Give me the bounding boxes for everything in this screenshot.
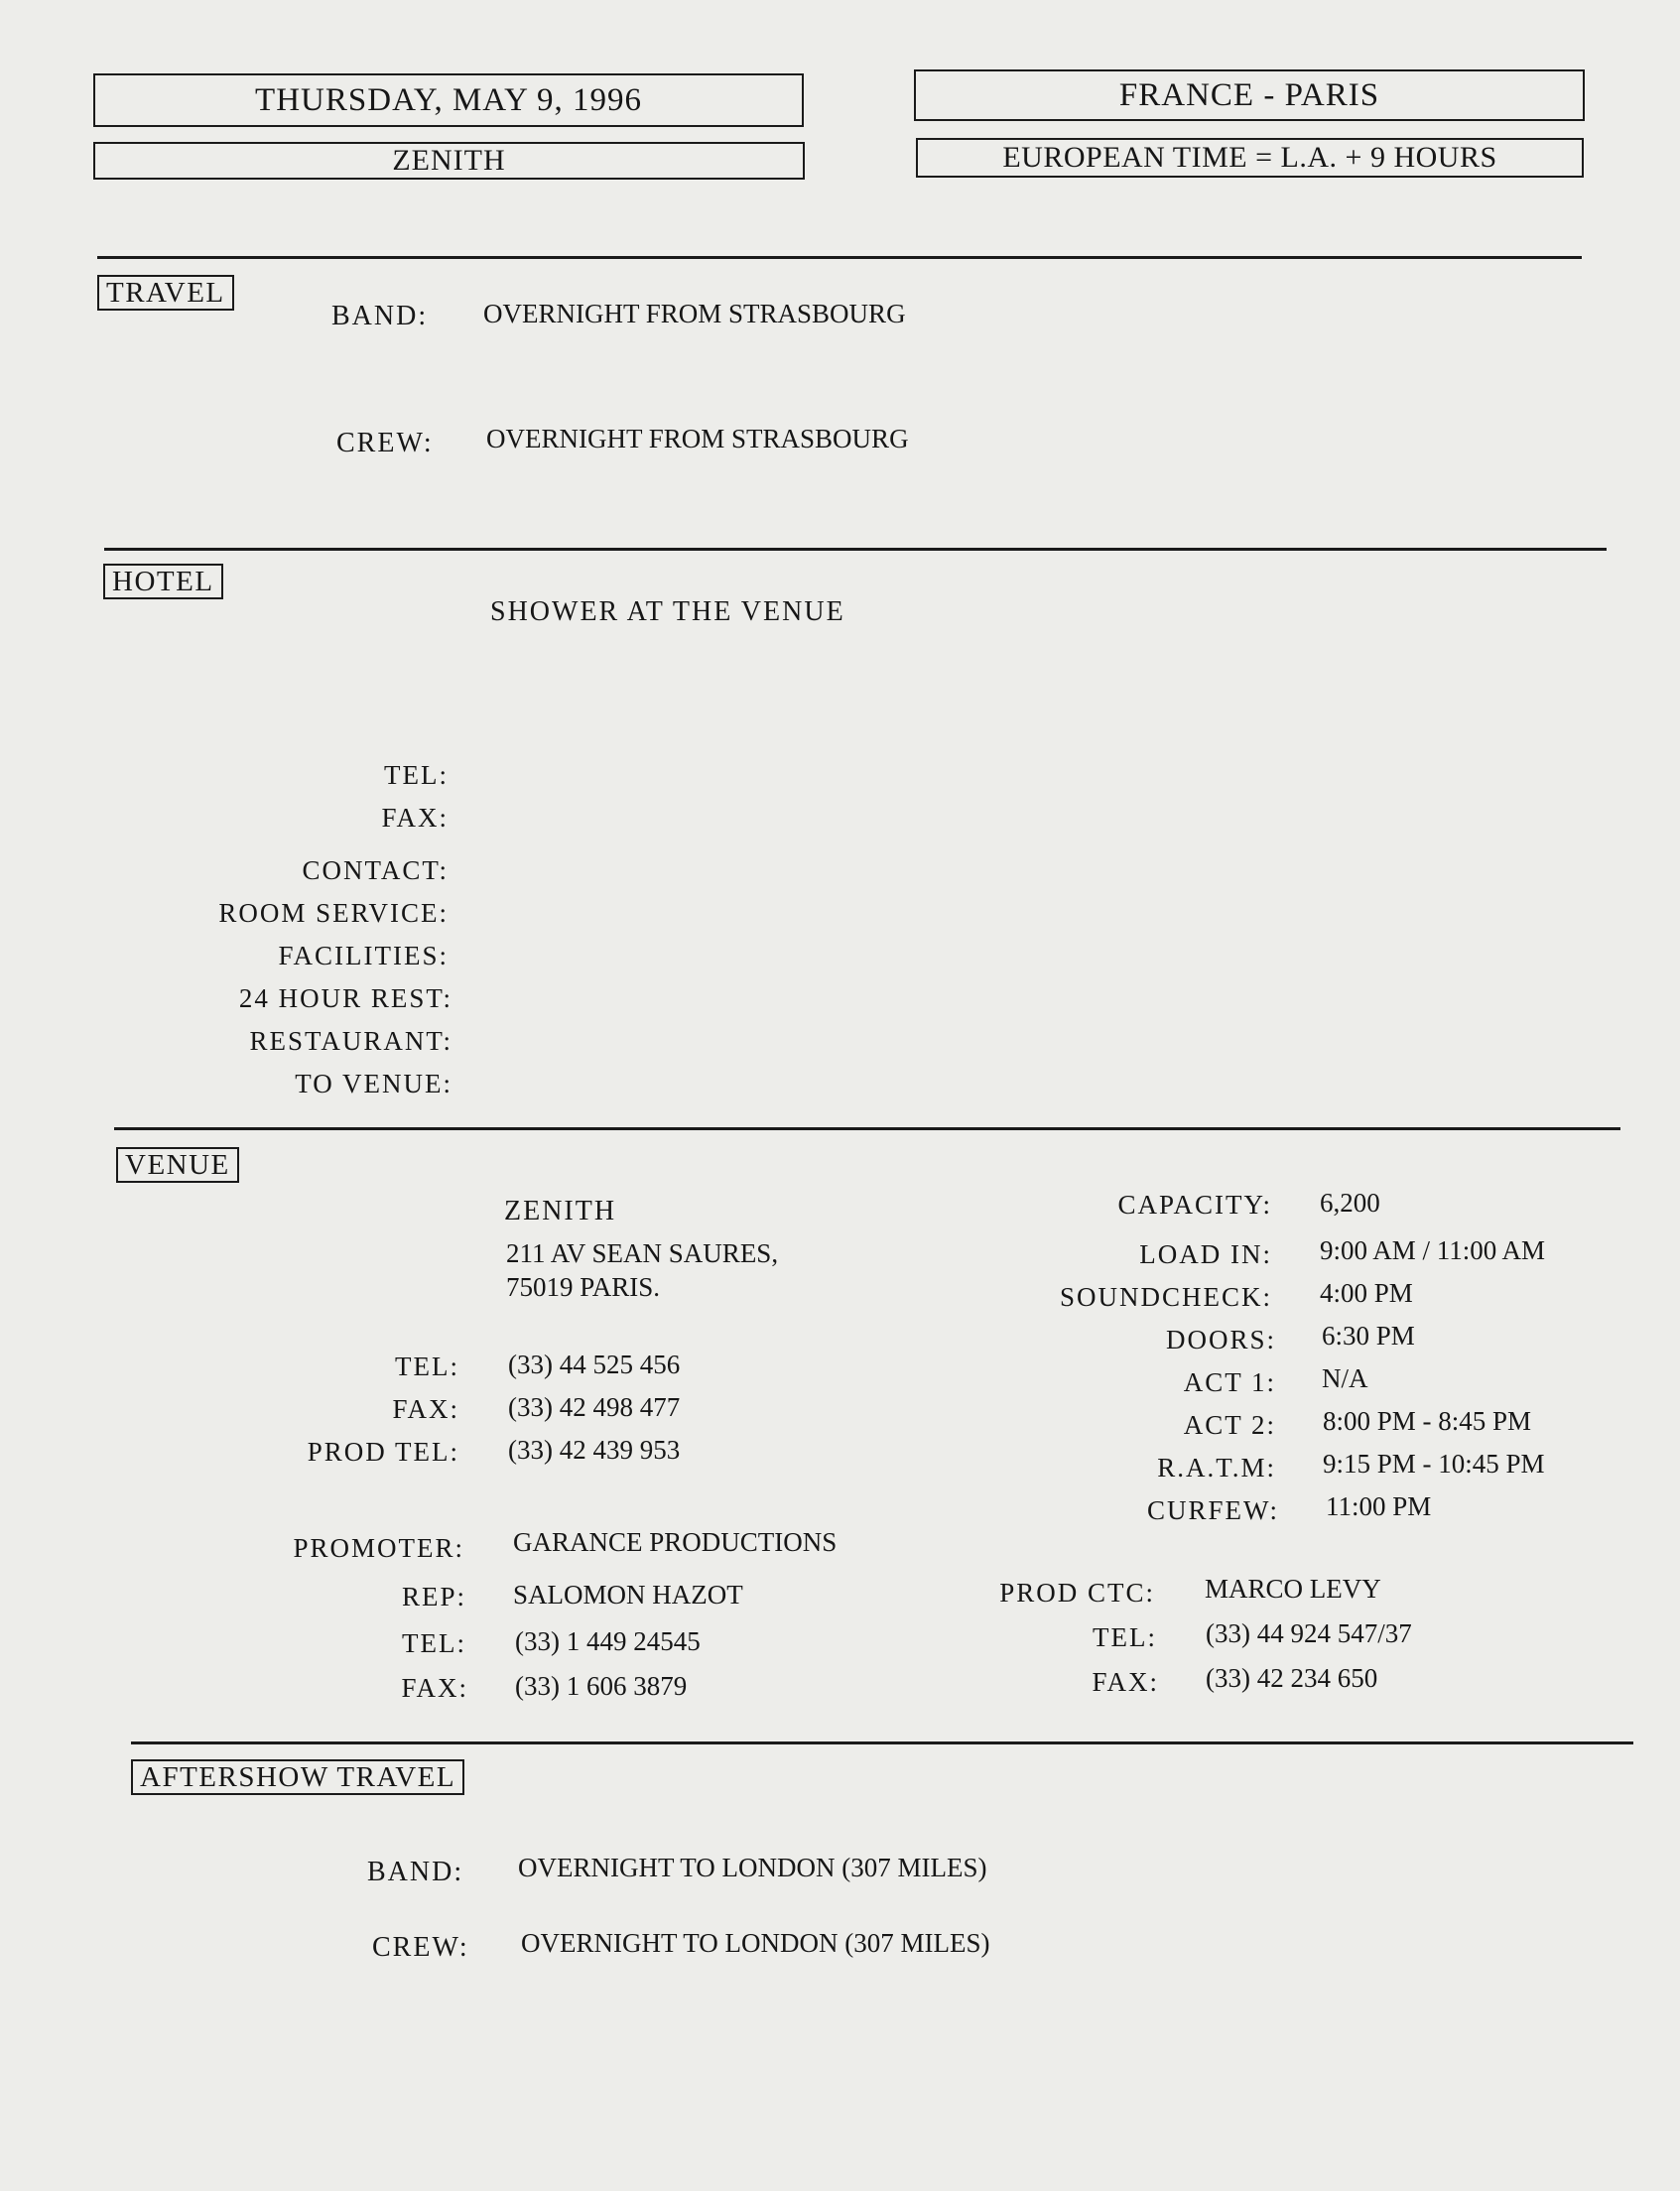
promoter-tel-value: (33) 1 449 24545 bbox=[515, 1626, 701, 1656]
promoter-value: GARANCE PRODUCTIONS bbox=[513, 1527, 838, 1557]
travel-divider bbox=[97, 256, 1582, 259]
promoter-fax-value: (33) 1 606 3879 bbox=[515, 1671, 688, 1701]
ratm-label: R.A.T.M: bbox=[1157, 1453, 1276, 1482]
promoter-rep-value: SALOMON HAZOT bbox=[513, 1580, 743, 1610]
load-in-label: LOAD IN: bbox=[1139, 1239, 1272, 1269]
curfew-value: 11:00 PM bbox=[1326, 1491, 1432, 1521]
venue-divider bbox=[114, 1127, 1620, 1130]
hotel-room-service-label: ROOM SERVICE: bbox=[218, 898, 449, 928]
load-in-value: 9:00 AM / 11:00 AM bbox=[1320, 1235, 1546, 1265]
prod-tel-label: TEL: bbox=[1093, 1622, 1157, 1652]
promoter-tel-label: TEL: bbox=[402, 1628, 466, 1658]
prod-ctc-value: MARCO LEVY bbox=[1205, 1574, 1381, 1604]
timezone-text: EUROPEAN TIME = L.A. + 9 HOURS bbox=[1002, 141, 1497, 174]
venue-fax-label: FAX: bbox=[392, 1394, 459, 1424]
hotel-tel-label: TEL: bbox=[384, 760, 449, 790]
venue-prod-tel-label: PROD TEL: bbox=[307, 1437, 459, 1467]
doors-label: DOORS: bbox=[1165, 1325, 1276, 1354]
act1-label: ACT 1: bbox=[1183, 1367, 1276, 1397]
prod-tel-value: (33) 44 924 547/37 bbox=[1206, 1618, 1412, 1648]
travel-band-value: OVERNIGHT FROM STRASBOURG bbox=[483, 299, 906, 328]
hotel-note: SHOWER AT THE VENUE bbox=[490, 596, 845, 627]
travel-band-label: BAND: bbox=[331, 301, 429, 331]
venue-name: ZENITH bbox=[504, 1196, 617, 1226]
aftershow-crew-label: CREW: bbox=[372, 1932, 469, 1963]
hotel-divider bbox=[104, 548, 1607, 551]
aftershow-divider bbox=[131, 1741, 1633, 1744]
capacity-value: 6,200 bbox=[1320, 1188, 1380, 1218]
venue-section-title: VENUE bbox=[116, 1147, 239, 1183]
aftershow-crew-value: OVERNIGHT TO LONDON (307 MILES) bbox=[521, 1928, 990, 1958]
venue-name-text: ZENITH bbox=[392, 144, 506, 177]
aftershow-section-title: AFTERSHOW TRAVEL bbox=[131, 1759, 464, 1795]
soundcheck-value: 4:00 PM bbox=[1320, 1278, 1413, 1308]
prod-fax-value: (33) 42 234 650 bbox=[1206, 1663, 1378, 1693]
venue-fax-value: (33) 42 498 477 bbox=[508, 1392, 681, 1422]
hotel-24-hour-rest-label: 24 HOUR REST: bbox=[238, 983, 452, 1013]
act1-value: N/A bbox=[1322, 1363, 1368, 1393]
venue-address-line2: 75019 PARIS. bbox=[506, 1272, 661, 1302]
hotel-contact-label: CONTACT: bbox=[302, 855, 449, 885]
location-box bbox=[914, 69, 1585, 121]
date-text: THURSDAY, MAY 9, 1996 bbox=[255, 81, 642, 118]
act2-label: ACT 2: bbox=[1183, 1410, 1276, 1440]
curfew-label: CURFEW: bbox=[1146, 1495, 1279, 1525]
prod-ctc-label: PROD CTC: bbox=[999, 1578, 1155, 1608]
date-box bbox=[93, 73, 804, 127]
aftershow-band-label: BAND: bbox=[367, 1857, 464, 1887]
travel-section-title: TRAVEL bbox=[97, 275, 234, 311]
act2-value: 8:00 PM - 8:45 PM bbox=[1323, 1406, 1532, 1436]
location-text: FRANCE - PARIS bbox=[1118, 76, 1380, 113]
prod-fax-label: FAX: bbox=[1092, 1667, 1159, 1697]
travel-crew-value: OVERNIGHT FROM STRASBOURG bbox=[486, 424, 909, 453]
promoter-fax-label: FAX: bbox=[401, 1673, 468, 1703]
soundcheck-label: SOUNDCHECK: bbox=[1059, 1282, 1272, 1312]
hotel-facilities-label: FACILITIES: bbox=[278, 941, 449, 970]
travel-crew-label: CREW: bbox=[336, 428, 434, 458]
venue-name-box bbox=[93, 142, 805, 180]
hotel-fax-label: FAX: bbox=[381, 803, 449, 833]
hotel-to-venue-label: TO VENUE: bbox=[295, 1069, 452, 1098]
venue-address-line1: 211 AV SEAN SAURES, bbox=[506, 1238, 779, 1268]
timezone-box bbox=[916, 138, 1584, 178]
capacity-label: CAPACITY: bbox=[1117, 1190, 1272, 1220]
hotel-section-title: HOTEL bbox=[103, 564, 223, 599]
venue-prod-tel-value: (33) 42 439 953 bbox=[508, 1435, 681, 1465]
promoter-rep-label: REP: bbox=[401, 1582, 466, 1611]
promoter-label: PROMOTER: bbox=[293, 1533, 464, 1563]
ratm-value: 9:15 PM - 10:45 PM bbox=[1323, 1449, 1545, 1479]
aftershow-band-value: OVERNIGHT TO LONDON (307 MILES) bbox=[518, 1853, 987, 1882]
doors-value: 6:30 PM bbox=[1322, 1321, 1415, 1351]
venue-tel-label: TEL: bbox=[395, 1352, 459, 1381]
venue-tel-value: (33) 44 525 456 bbox=[508, 1350, 681, 1379]
hotel-restaurant-label: RESTAURANT: bbox=[249, 1026, 452, 1056]
